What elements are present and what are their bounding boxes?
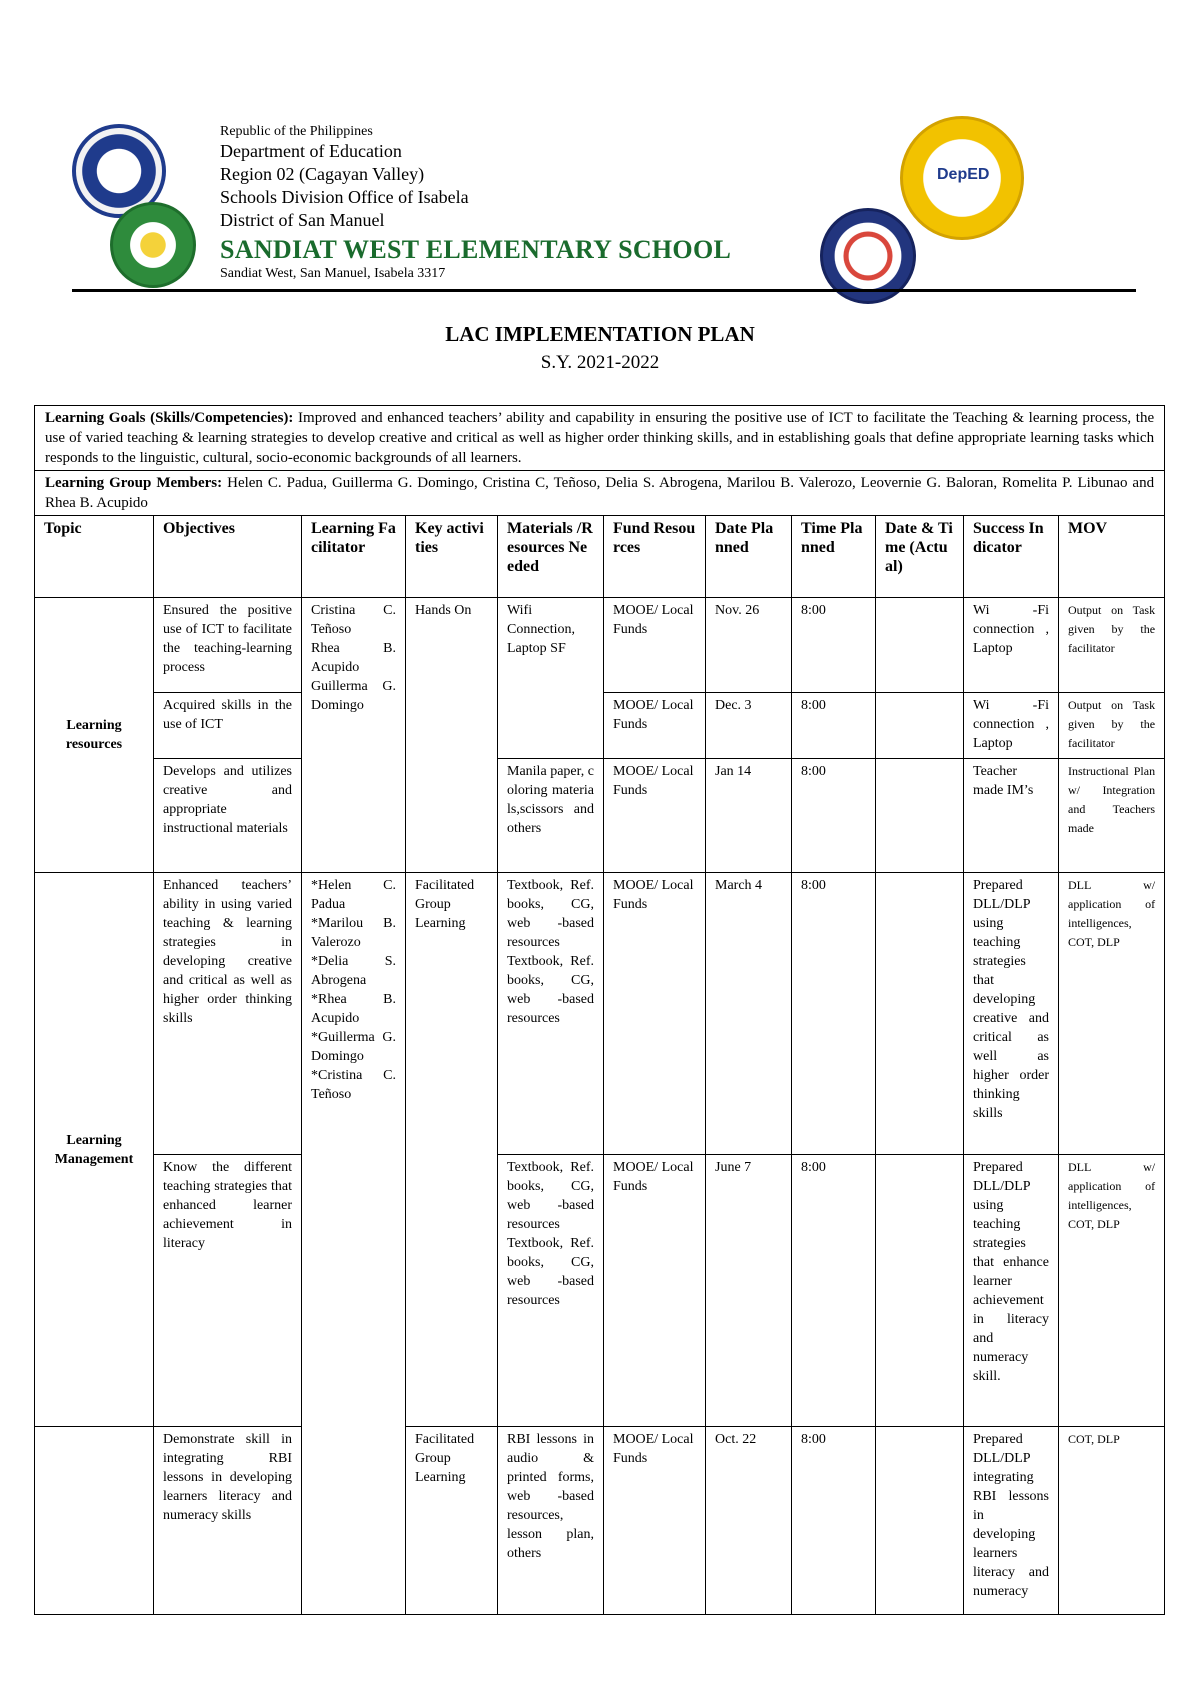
fund-cell: MOOE/ Local Funds: [604, 759, 706, 873]
col-topic: Topic: [35, 516, 154, 598]
fund-cell: MOOE/ Local Funds: [604, 1155, 706, 1427]
time-planned-cell: 8:00: [792, 693, 876, 759]
time-planned-cell: 8:00: [792, 759, 876, 873]
learning-goals-cell: [35, 406, 1165, 471]
date-actual-cell: [876, 693, 964, 759]
region-line: Region 02 (Cagayan Valley): [220, 164, 425, 184]
col-facilitator: Learning Facilitator: [302, 516, 406, 598]
fund-cell: MOOE/ Local Funds: [604, 873, 706, 1155]
department-line: Department of Education: [220, 141, 402, 161]
date-planned-cell: June 7: [706, 1155, 792, 1427]
republic-line: Republic of the Philippines: [220, 124, 373, 139]
materials-cell: Manila paper, coloring materials,scissors and others: [498, 759, 604, 873]
document-title: LAC IMPLEMENTATION PLAN: [445, 322, 755, 346]
date-planned-cell: March 4: [706, 873, 792, 1155]
members-row: [35, 471, 1165, 516]
date-planned-cell: Oct. 22: [706, 1427, 792, 1615]
mov-cell: DLL w/ application of intelligences, COT, DLP: [1059, 1155, 1165, 1427]
time-planned-cell: 8:00: [792, 1155, 876, 1427]
mov-cell: Output on Task given by the facilitator: [1059, 598, 1165, 693]
activity-cell: Hands On: [406, 598, 498, 873]
date-planned-cell: Nov. 26: [706, 598, 792, 693]
success-cell: Prepared DLL/DLP using teaching strategies that enhance learner achievement in literacy and numeracy skill.: [964, 1155, 1059, 1427]
col-time-planned: Time Planned: [792, 516, 876, 598]
learning-goals-label: Learning Goals (Skills/Competencies):: [45, 410, 294, 426]
col-objectives: Objectives: [154, 516, 302, 598]
objective-cell: Develops and utilizes creative and appropriate instructional materials: [154, 759, 302, 873]
col-activities: Key activities: [406, 516, 498, 598]
division-line: Schools Division Office of Isabela: [220, 187, 469, 207]
table-row: [35, 1427, 1165, 1615]
district-seal-text: DepED: [937, 166, 990, 183]
materials-cell: RBI lessons in audio & printed forms, web -based resources, lesson plan, others: [498, 1427, 604, 1615]
topic-learning-management: Learning Management: [35, 873, 154, 1427]
col-materials: Materials /Resources Needed: [498, 516, 604, 598]
success-cell: Prepared DLL/DLP using teaching strategies that developing creative and critical as well as higher order thinking skills: [964, 873, 1059, 1155]
mov-cell: COT, DLP: [1059, 1427, 1165, 1615]
school-address: Sandiat West, San Manuel, Isabela 3317: [220, 266, 446, 281]
date-planned-cell: Dec. 3: [706, 693, 792, 759]
date-actual-cell: [876, 873, 964, 1155]
fund-cell: MOOE/ Local Funds: [604, 693, 706, 759]
table-row: [35, 759, 1165, 873]
activity-cell: Facilitated Group Learning: [406, 873, 498, 1427]
table-row: [35, 873, 1165, 1155]
column-header-row: [35, 516, 1165, 598]
mov-cell: Output on Task given by the facilitator: [1059, 693, 1165, 759]
materials-cell: Wifi Connection, Laptop SF: [498, 598, 604, 759]
date-actual-cell: [876, 598, 964, 693]
topic-cell: [35, 1427, 154, 1615]
school-year: S.Y. 2021-2022: [540, 352, 660, 373]
letterhead: [220, 124, 731, 283]
facilitator-cell: Cristina C. Teñoso Rhea B. Acupido Guillerma G. Domingo: [302, 598, 406, 873]
col-fund: Fund Resources: [604, 516, 706, 598]
district-line: District of San Manuel: [220, 210, 385, 230]
mov-cell: DLL w/ application of intelligences, COT, DLP: [1059, 873, 1165, 1155]
division-seal: [110, 202, 196, 288]
goals-row: [35, 406, 1165, 471]
school-name: SANDIAT WEST ELEMENTARY SCHOOL: [220, 235, 732, 264]
date-actual-cell: [876, 1155, 964, 1427]
success-cell: Wi -Fi connection , Laptop: [964, 598, 1059, 693]
facilitator-cell: *Helen C. Padua *Marilou B. Valerozo *Delia S. Abrogena *Rhea B. Acupido *Guillerma G. Domingo *Cristina C. Teñoso: [302, 873, 406, 1615]
objective-cell: Know the different teaching strategies that enhanced learner achievement in literacy: [154, 1155, 302, 1427]
header-rule: [72, 289, 1136, 292]
group-members-text: Helen C. Padua, Guillerma G. Domingo, Cristina C, Teñoso, Delia S. Abrogena, Marilou B. Valerozo, Leovernie G. Baloran, Romelita P. Libunao and Rhea B. Acupido: [45, 475, 1155, 511]
activity-cell: Facilitated Group Learning: [406, 1427, 498, 1615]
learning-goals-text: Improved and enhanced teachers’ ability and capability in ensuring the positive use of ICT to facilitate the Teaching & learning process, the use of varied teaching & learning strategies to develop creative and critical as well as higher order thinking skills, and in establishing goals that define appropriate learning tasks which responds to the linguistic, cultural, socio-economic backgrounds of all learners.: [45, 410, 1155, 466]
time-planned-cell: 8:00: [792, 1427, 876, 1615]
fund-cell: MOOE/ Local Funds: [604, 1427, 706, 1615]
date-actual-cell: [876, 759, 964, 873]
success-cell: Teacher made IM’s: [964, 759, 1059, 873]
date-planned-cell: Jan 14: [706, 759, 792, 873]
table-row: [35, 598, 1165, 693]
success-cell: Prepared DLL/DLP integrating RBI lessons in developing learners literacy and numeracy: [964, 1427, 1059, 1615]
objective-cell: Ensured the positive use of ICT to facilitate the teaching-learning process: [154, 598, 302, 693]
table-row: [35, 1155, 1165, 1427]
success-cell: Wi -Fi connection , Laptop: [964, 693, 1059, 759]
district-seal: [900, 116, 1024, 240]
time-planned-cell: 8:00: [792, 873, 876, 1155]
time-planned-cell: 8:00: [792, 598, 876, 693]
col-date-planned: Date Planned: [706, 516, 792, 598]
date-actual-cell: [876, 1427, 964, 1615]
materials-cell: Textbook, Ref. books, CG, web -based resources Textbook, Ref. books, CG, web -based resources: [498, 873, 604, 1155]
fund-cell: MOOE/ Local Funds: [604, 598, 706, 693]
col-date-actual: Date & Time (Actual): [876, 516, 964, 598]
implementation-plan-table: [34, 405, 1165, 1615]
col-success: Success Indicator: [964, 516, 1059, 598]
mov-cell: Instructional Plan w/ Integration and Teachers made: [1059, 759, 1165, 873]
objective-cell: Enhanced teachers’ ability in using varied teaching & learning strategies in developing creative and critical as well as higher order thinking skills: [154, 873, 302, 1155]
col-mov: MOV: [1059, 516, 1165, 598]
objective-cell: Demonstrate skill in integrating RBI lessons in developing learners literacy and numeracy skills: [154, 1427, 302, 1615]
materials-cell: Textbook, Ref. books, CG, web -based resources Textbook, Ref. books, CG, web -based resources: [498, 1155, 604, 1427]
group-members-cell: [35, 471, 1165, 516]
topic-learning-resources: Learning resources: [35, 598, 154, 873]
objective-cell: Acquired skills in the use of ICT: [154, 693, 302, 759]
group-members-label: Learning Group Members:: [45, 475, 223, 491]
